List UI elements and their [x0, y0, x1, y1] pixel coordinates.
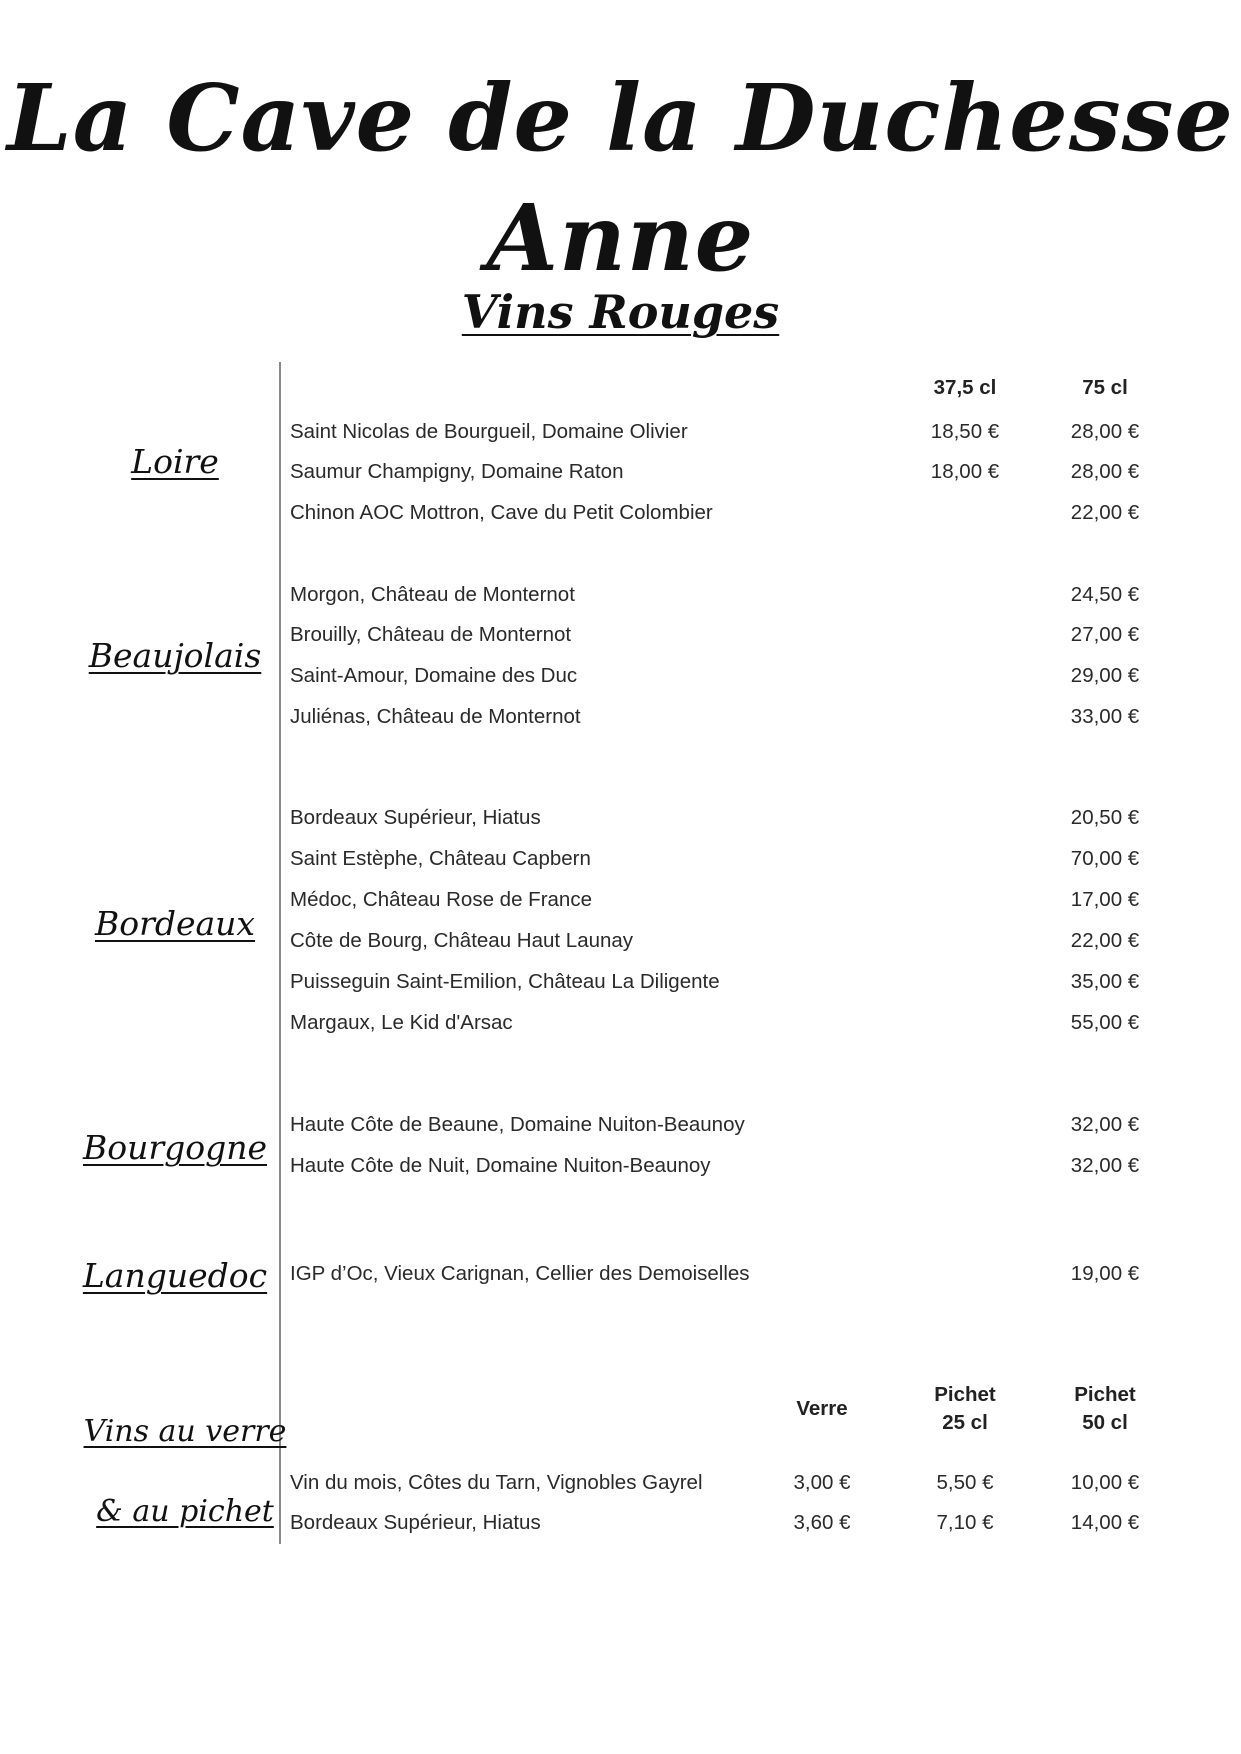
- price-75cl: 19,00 €: [1070, 1262, 1140, 1285]
- wine-name: Bordeaux Supérieur, Hiatus: [290, 806, 541, 829]
- wine-row: [0, 452, 1241, 492]
- wine-row: [0, 839, 1241, 879]
- wine-row: [0, 1003, 1241, 1043]
- price-37cl: 18,00 €: [930, 460, 1000, 483]
- price-37cl: 18,50 €: [930, 420, 1000, 443]
- price-75cl: 22,00 €: [1070, 929, 1140, 952]
- wine-row: [0, 798, 1241, 838]
- region-label-bordeaux: Bordeaux: [94, 904, 256, 943]
- wine-name: Puisseguin Saint-Emilion, Château La Diligente: [290, 970, 720, 993]
- header-pichet-25-line1: Pichet: [934, 1383, 996, 1406]
- price-75cl: 28,00 €: [1070, 460, 1140, 483]
- glass-wine-row: [0, 1503, 1241, 1543]
- header-pichet-50-line1: Pichet: [1074, 1383, 1136, 1406]
- wine-name: Juliénas, Château de Monternot: [290, 705, 581, 728]
- price-pichet-50: 14,00 €: [1070, 1511, 1140, 1534]
- header-verre: Verre: [796, 1397, 848, 1420]
- price-pichet-50: 10,00 €: [1070, 1471, 1140, 1494]
- wine-name: Margaux, Le Kid d'Arsac: [290, 1011, 513, 1034]
- price-pichet-25: 7,10 €: [936, 1511, 994, 1534]
- header-37cl: 37,5 cl: [933, 376, 997, 399]
- price-75cl: 32,00 €: [1070, 1154, 1140, 1177]
- section-title: Vins Rouges: [461, 285, 780, 339]
- region-label-loire: Loire: [131, 442, 219, 481]
- wine-name: Côte de Bourg, Château Haut Launay: [290, 929, 634, 952]
- wine-row: [0, 575, 1241, 615]
- price-75cl: 32,00 €: [1070, 1113, 1140, 1136]
- wine-row: [0, 493, 1241, 533]
- wine-row: [0, 962, 1241, 1002]
- region-label-beaujolais: Beaujolais: [88, 636, 262, 675]
- price-75cl: 28,00 €: [1070, 420, 1140, 443]
- wine-row: [0, 880, 1241, 920]
- price-75cl: 24,50 €: [1070, 583, 1140, 606]
- region-label-bourgogne: Bourgogne: [82, 1128, 268, 1167]
- price-75cl: 29,00 €: [1070, 664, 1140, 687]
- header-75cl: 75 cl: [1082, 376, 1128, 399]
- wine-name: Haute Côte de Nuit, Domaine Nuiton-Beaunoy: [290, 1154, 711, 1177]
- price-75cl: 55,00 €: [1070, 1011, 1140, 1034]
- price-pichet-25: 5,50 €: [936, 1471, 994, 1494]
- wine-name: Saint-Amour, Domaine des Duc: [290, 664, 578, 687]
- wine-row: [0, 1105, 1241, 1145]
- price-75cl: 27,00 €: [1070, 623, 1140, 646]
- header-pichet-50-line2: 50 cl: [1082, 1411, 1128, 1434]
- wine-name: IGP d’Oc, Vieux Carignan, Cellier des Demoiselles: [290, 1262, 750, 1285]
- price-75cl: 70,00 €: [1070, 847, 1140, 870]
- wine-row: [0, 615, 1241, 655]
- region-label-by-glass: Vins au verre: [83, 1414, 287, 1449]
- price-75cl: 35,00 €: [1070, 970, 1140, 993]
- wine-name: Saint Nicolas de Bourgueil, Domaine Olivier: [290, 420, 688, 443]
- wine-row: [0, 1146, 1241, 1186]
- region-label-languedoc: Languedoc: [82, 1256, 268, 1295]
- region-label-by-pitcher: & au pichet: [96, 1494, 274, 1529]
- wine-name: Morgon, Château de Monternot: [290, 583, 575, 606]
- wine-name: Saumur Champigny, Domaine Raton: [290, 460, 624, 483]
- price-75cl: 17,00 €: [1070, 888, 1140, 911]
- wine-name: Brouilly, Château de Monternot: [290, 623, 572, 646]
- wine-name: Saint Estèphe, Château Capbern: [290, 847, 591, 870]
- price-75cl: 20,50 €: [1070, 806, 1140, 829]
- wine-name: Haute Côte de Beaune, Domaine Nuiton-Beaunoy: [290, 1113, 745, 1136]
- menu-title: La Cave de la Duchesse Anne: [7, 64, 1234, 292]
- price-75cl: 33,00 €: [1070, 705, 1140, 728]
- price-75cl: 22,00 €: [1070, 501, 1140, 524]
- wine-row: [0, 921, 1241, 961]
- wine-row: [0, 1254, 1241, 1294]
- wine-name: Vin du mois, Côtes du Tarn, Vignobles Gayrel: [290, 1471, 703, 1494]
- price-verre: 3,00 €: [793, 1471, 851, 1494]
- wine-name: Chinon AOC Mottron, Cave du Petit Colombier: [290, 501, 713, 524]
- wine-row: [0, 656, 1241, 696]
- header-pichet-25-line2: 25 cl: [942, 1411, 988, 1434]
- wine-row: [0, 412, 1241, 452]
- price-verre: 3,60 €: [793, 1511, 851, 1534]
- header-pichet-25: [900, 1381, 1030, 1437]
- wine-name: Bordeaux Supérieur, Hiatus: [290, 1511, 541, 1534]
- header-pichet-50: [1040, 1381, 1170, 1437]
- wine-row: [0, 697, 1241, 737]
- glass-wine-row: [0, 1463, 1241, 1503]
- wine-name: Médoc, Château Rose de France: [290, 888, 592, 911]
